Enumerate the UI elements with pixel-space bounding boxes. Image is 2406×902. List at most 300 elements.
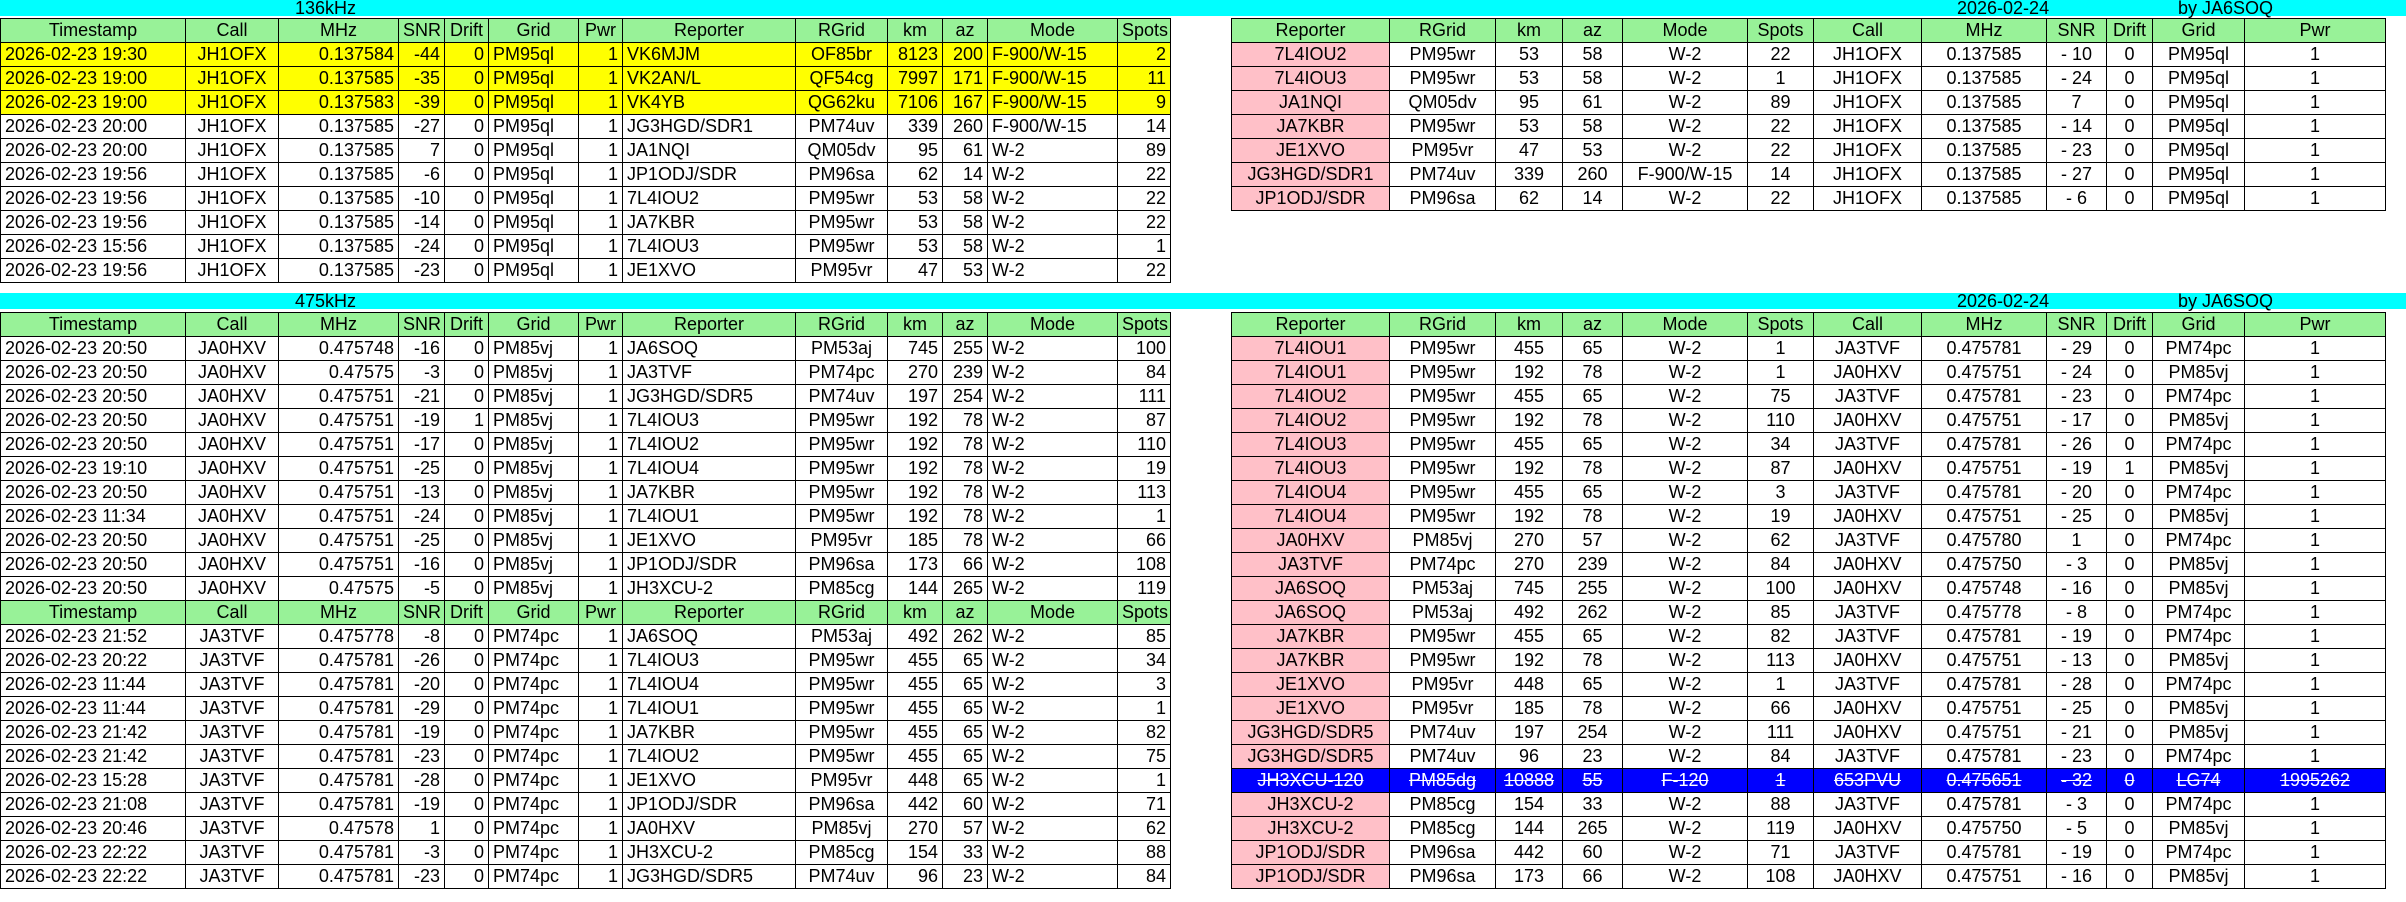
table-cell: 154 [1496, 793, 1563, 817]
table-cell: JA1NQI [1232, 91, 1390, 115]
table-cell: 0.137585 [1922, 139, 2047, 163]
band-136-date: 2026-02-24 [1957, 0, 2050, 18]
table-cell: 1 [399, 817, 445, 841]
table-cell: JE1XVO [623, 769, 796, 793]
table-cell: 7L4IOU4 [623, 457, 796, 481]
table-cell: 0 [2107, 43, 2153, 67]
table-row [1232, 649, 2386, 673]
table-cell: 455 [1496, 433, 1563, 457]
column-header-km: km [888, 601, 943, 625]
column-header-drift: Drift [445, 313, 489, 337]
table-cell: 71 [1748, 841, 1814, 865]
table-row [1232, 793, 2386, 817]
table-cell: 1 [579, 259, 623, 283]
table-cell: W-2 [988, 625, 1118, 649]
table-cell: JA6SOQ [1232, 601, 1390, 625]
table-cell: 0 [2107, 409, 2153, 433]
table-cell: 113 [1748, 649, 1814, 673]
table-cell: 1 [1748, 67, 1814, 91]
table-cell: 1 [579, 529, 623, 553]
table-cell: JE1XVO [623, 529, 796, 553]
table-cell: 2026-02-23 21:42 [1, 721, 186, 745]
table-cell: W-2 [988, 793, 1118, 817]
column-header-mhz: MHz [279, 19, 399, 43]
table-cell: 7L4IOU3 [623, 235, 796, 259]
column-header-call: Call [186, 601, 279, 625]
table-cell: PM85vj [2153, 697, 2245, 721]
table-cell: JA0HXV [186, 361, 279, 385]
table-cell: 2026-02-23 19:00 [1, 91, 186, 115]
table-cell: PM95wr [796, 187, 888, 211]
table-cell: 2026-02-23 22:22 [1, 841, 186, 865]
table-cell: 239 [943, 361, 988, 385]
table-cell: PM95ql [489, 91, 579, 115]
table-cell: 53 [1496, 115, 1563, 139]
table-cell: 34 [1118, 649, 1171, 673]
table-cell: 85 [1748, 601, 1814, 625]
table-cell: 2 [1118, 43, 1171, 67]
table-row [1232, 745, 2386, 769]
table-cell: 270 [1496, 553, 1563, 577]
table-cell: PM53aj [1390, 601, 1496, 625]
table-cell: 0.137585 [279, 259, 399, 283]
table-cell: W-2 [1623, 337, 1748, 361]
table-cell: OF85br [796, 43, 888, 67]
table-row [1232, 409, 2386, 433]
table-cell: 19 [1118, 457, 1171, 481]
table-cell: 1 [2047, 529, 2107, 553]
table-cell: 1 [2245, 625, 2386, 649]
table-cell: 0.475651 [1922, 769, 2047, 793]
table-cell: 84 [1118, 865, 1171, 889]
table-cell: PM85vj [2153, 361, 2245, 385]
table-cell: 75 [1748, 385, 1814, 409]
table-cell: 22 [1118, 259, 1171, 283]
table-cell: 9 [1118, 91, 1171, 115]
spots-475-by-call-table [0, 312, 1171, 889]
column-header-snr: SNR [399, 601, 445, 625]
table-cell: 1 [1118, 235, 1171, 259]
table-cell: 60 [1563, 841, 1623, 865]
table-cell: 442 [1496, 841, 1563, 865]
table-cell: 1 [579, 841, 623, 865]
table-row [1232, 139, 2386, 163]
table-cell: -35 [399, 67, 445, 91]
table-cell: 192 [888, 433, 943, 457]
table-cell: W-2 [1623, 91, 1748, 115]
table-cell: 2026-02-23 20:50 [1, 361, 186, 385]
table-cell: PM85vj [2153, 865, 2245, 889]
table-cell: 0 [2107, 505, 2153, 529]
table-cell: 0.475748 [279, 337, 399, 361]
table-cell: JH1OFX [186, 43, 279, 67]
table-cell: PM95wr [796, 481, 888, 505]
table-cell: - 3 [2047, 793, 2107, 817]
table-cell: 0.475781 [279, 697, 399, 721]
table-row [1, 769, 1171, 793]
table-cell: PM74pc [489, 721, 579, 745]
table-cell: PM95wr [796, 211, 888, 235]
table-cell: W-2 [988, 433, 1118, 457]
table-cell: JG3HGD/SDR5 [623, 385, 796, 409]
table-cell: - 19 [2047, 625, 2107, 649]
table-cell: PM95ql [489, 67, 579, 91]
table-cell: PM95vr [796, 529, 888, 553]
table-cell: 84 [1118, 361, 1171, 385]
table-cell: W-2 [1623, 865, 1748, 889]
table-cell: 53 [888, 211, 943, 235]
table-cell: 192 [888, 457, 943, 481]
table-cell: JH1OFX [1814, 67, 1922, 91]
table-cell: PM74pc [489, 673, 579, 697]
table-cell: - 16 [2047, 865, 2107, 889]
table-cell: JA0HXV [623, 817, 796, 841]
table-cell: 88 [1748, 793, 1814, 817]
table-cell: -17 [399, 433, 445, 457]
table-row [1, 337, 1171, 361]
table-cell: PM74pc [489, 841, 579, 865]
table-cell: JA7KBR [623, 211, 796, 235]
table-cell: PM85vj [489, 553, 579, 577]
table-cell: W-2 [1623, 361, 1748, 385]
table-cell: 2026-02-23 20:46 [1, 817, 186, 841]
table-cell: PM95ql [489, 235, 579, 259]
table-cell: JH3XCU-120 [1232, 769, 1390, 793]
table-row [1232, 697, 2386, 721]
band-475-freq: 475kHz [295, 291, 357, 311]
table-cell: 0 [445, 163, 489, 187]
table-cell: JH1OFX [186, 163, 279, 187]
table-cell: 7L4IOU3 [1232, 457, 1390, 481]
column-header-rgrid: RGrid [1390, 19, 1496, 43]
table-cell: 1 [579, 457, 623, 481]
table-cell: 65 [1563, 481, 1623, 505]
table-cell: PM74uv [1390, 721, 1496, 745]
table-cell: 254 [1563, 721, 1623, 745]
table-cell: F-900/W-15 [988, 91, 1118, 115]
column-header-row [1, 313, 1171, 337]
table-cell: W-2 [1623, 457, 1748, 481]
table-row [1, 505, 1171, 529]
table-cell: 2026-02-23 19:56 [1, 211, 186, 235]
table-cell: 270 [888, 817, 943, 841]
table-row [1232, 841, 2386, 865]
table-cell: - 23 [2047, 139, 2107, 163]
table-cell: 0 [2107, 481, 2153, 505]
table-cell: PM74pc [2153, 793, 2245, 817]
column-header-az: az [943, 19, 988, 43]
table-cell: 1 [579, 433, 623, 457]
table-cell: PM74pc [2153, 337, 2245, 361]
table-cell: JH3XCU-2 [1232, 817, 1390, 841]
table-cell: 1 [2245, 187, 2386, 211]
table-row [1232, 721, 2386, 745]
table-cell: 0.475781 [1922, 625, 2047, 649]
table-cell: JA0HXV [1814, 553, 1922, 577]
table-cell: PM53aj [1390, 577, 1496, 601]
table-cell: PM85vj [2153, 817, 2245, 841]
table-cell: JG3HGD/SDR5 [623, 865, 796, 889]
table-cell: 14 [1748, 163, 1814, 187]
table-cell: 85 [1118, 625, 1171, 649]
table-cell: - 6 [2047, 187, 2107, 211]
table-cell: - 17 [2047, 409, 2107, 433]
table-cell: PM74pc [2153, 625, 2245, 649]
table-cell: 0.475781 [1922, 793, 2047, 817]
column-header-mode: Mode [988, 19, 1118, 43]
table-cell: 0.475781 [279, 745, 399, 769]
table-cell: F-120 [1623, 769, 1748, 793]
table-cell: JH1OFX [1814, 139, 1922, 163]
column-header-spots: Spots [1118, 313, 1171, 337]
table-cell: 89 [1118, 139, 1171, 163]
table-cell: 455 [888, 697, 943, 721]
table-cell: 0 [445, 235, 489, 259]
table-cell: 34 [1748, 433, 1814, 457]
table-cell: - 25 [2047, 697, 2107, 721]
table-cell: 2026-02-23 19:00 [1, 67, 186, 91]
table-cell: 0 [2107, 817, 2153, 841]
table-cell: 2026-02-23 15:28 [1, 769, 186, 793]
table-cell: 1 [579, 673, 623, 697]
table-cell: 58 [1563, 43, 1623, 67]
table-cell: JA0HXV [186, 481, 279, 505]
table-cell: 53 [1496, 43, 1563, 67]
table-cell: 7L4IOU1 [623, 505, 796, 529]
table-cell: 0.47575 [279, 577, 399, 601]
table-cell: PM74pc [2153, 841, 2245, 865]
table-cell: JH1OFX [1814, 43, 1922, 67]
table-cell: 22 [1748, 115, 1814, 139]
table-cell: 0.137585 [1922, 43, 2047, 67]
table-cell: 1 [2245, 817, 2386, 841]
table-cell: PM95ql [489, 187, 579, 211]
table-cell: 2026-02-23 20:50 [1, 385, 186, 409]
table-cell: W-2 [1623, 409, 1748, 433]
table-cell: 0.475751 [1922, 409, 2047, 433]
table-cell: -29 [399, 697, 445, 721]
table-cell: 2026-02-23 20:50 [1, 337, 186, 361]
table-cell: 0 [445, 43, 489, 67]
table-cell: 53 [888, 235, 943, 259]
table-cell: 57 [943, 817, 988, 841]
table-cell: 0.475781 [1922, 841, 2047, 865]
table-cell: JA1NQI [623, 139, 796, 163]
table-cell: JA0HXV [1814, 457, 1922, 481]
table-cell: 745 [888, 337, 943, 361]
table-cell: JH1OFX [186, 211, 279, 235]
table-row [1, 43, 1171, 67]
table-cell: 1 [2245, 865, 2386, 889]
table-cell: -28 [399, 769, 445, 793]
table-cell: 1 [2245, 115, 2386, 139]
table-cell: 0 [2107, 139, 2153, 163]
table-row [1, 115, 1171, 139]
table-cell: W-2 [1623, 625, 1748, 649]
table-cell: PM95wr [1390, 481, 1496, 505]
table-cell: PM95wr [796, 457, 888, 481]
table-cell: 0 [2107, 67, 2153, 91]
table-cell: 0 [445, 841, 489, 865]
column-header-snr: SNR [2047, 19, 2107, 43]
table-cell: PM74pc [489, 865, 579, 889]
table-cell: JA0HXV [186, 409, 279, 433]
table-cell: 0.475751 [1922, 457, 2047, 481]
table-cell: 19 [1748, 505, 1814, 529]
table-cell: 239 [1563, 553, 1623, 577]
column-header-az: az [1563, 313, 1623, 337]
table-cell: PM74pc [489, 769, 579, 793]
table-cell: W-2 [988, 481, 1118, 505]
column-header-rgrid: RGrid [796, 601, 888, 625]
table-cell: 1 [2245, 163, 2386, 187]
table-cell: 75 [1118, 745, 1171, 769]
table-cell: 1 [2245, 385, 2386, 409]
table-cell: JG3HGD/SDR1 [1232, 163, 1390, 187]
table-cell: 0 [445, 385, 489, 409]
table-cell: W-2 [988, 553, 1118, 577]
table-cell: 455 [888, 649, 943, 673]
table-cell: 62 [1496, 187, 1563, 211]
table-cell: 14 [1563, 187, 1623, 211]
table-cell: JA3TVF [186, 697, 279, 721]
column-header-mhz: MHz [1922, 19, 2047, 43]
table-cell: PM74pc [489, 817, 579, 841]
table-cell: 0.475750 [1922, 817, 2047, 841]
table-cell: PM85vj [2153, 457, 2245, 481]
column-header-az: az [1563, 19, 1623, 43]
table-cell: - 29 [2047, 337, 2107, 361]
table-cell: 0.475751 [279, 409, 399, 433]
table-cell: JH1OFX [1814, 187, 1922, 211]
table-cell: 0 [445, 187, 489, 211]
table-cell: 23 [1563, 745, 1623, 769]
table-cell: 448 [888, 769, 943, 793]
table-cell: 1 [579, 385, 623, 409]
table-cell: - 26 [2047, 433, 2107, 457]
table-row [1, 163, 1171, 187]
table-cell: JA0HXV [186, 505, 279, 529]
table-cell: W-2 [1623, 697, 1748, 721]
table-cell: 0.475781 [1922, 385, 2047, 409]
table-cell: F-900/W-15 [1623, 163, 1748, 187]
table-cell: 1 [2245, 721, 2386, 745]
table-cell: 7L4IOU2 [1232, 385, 1390, 409]
column-header-km: km [888, 19, 943, 43]
table-cell: PM95vr [796, 769, 888, 793]
table-cell: JA3TVF [186, 841, 279, 865]
table-cell: JG3HGD/SDR5 [1232, 745, 1390, 769]
table-cell: -39 [399, 91, 445, 115]
table-cell: -6 [399, 163, 445, 187]
table-cell: 0 [2107, 577, 2153, 601]
table-cell: 111 [1118, 385, 1171, 409]
table-cell: PM95ql [489, 115, 579, 139]
column-header-call: Call [186, 19, 279, 43]
table-cell: 2026-02-23 19:56 [1, 187, 186, 211]
table-cell: 0 [445, 745, 489, 769]
table-cell: 1 [579, 139, 623, 163]
table-cell: 33 [943, 841, 988, 865]
table-cell: PM53aj [796, 337, 888, 361]
table-cell: 0.475778 [279, 625, 399, 649]
table-cell: 96 [1496, 745, 1563, 769]
column-header-az: az [943, 601, 988, 625]
table-cell: QM05dv [1390, 91, 1496, 115]
table-cell: 0.137583 [279, 91, 399, 115]
table-cell: PM95wr [1390, 337, 1496, 361]
table-cell: 2026-02-23 20:50 [1, 529, 186, 553]
table-cell: 197 [888, 385, 943, 409]
table-cell: 0 [445, 673, 489, 697]
table-cell: JA6SOQ [623, 625, 796, 649]
table-cell: - 8 [2047, 601, 2107, 625]
table-cell: JA3TVF [186, 793, 279, 817]
table-cell: - 21 [2047, 721, 2107, 745]
column-header-mode: Mode [1623, 313, 1748, 337]
table-row [1, 529, 1171, 553]
table-row [1232, 577, 2386, 601]
table-cell: 0 [445, 139, 489, 163]
table-cell: PM95wr [1390, 67, 1496, 91]
table-cell: 0.137584 [279, 43, 399, 67]
table-cell: 339 [888, 115, 943, 139]
table-cell: 95 [888, 139, 943, 163]
table-cell: 0.475781 [1922, 481, 2047, 505]
table-row [1, 433, 1171, 457]
table-cell: 1 [445, 409, 489, 433]
table-cell: 745 [1496, 577, 1563, 601]
table-cell: 192 [1496, 505, 1563, 529]
table-cell: 1 [2245, 553, 2386, 577]
table-cell: W-2 [988, 163, 1118, 187]
table-cell: 0.475751 [1922, 361, 2047, 385]
table-cell: PM85vj [489, 481, 579, 505]
column-header-reporter: Reporter [623, 19, 796, 43]
table-cell: JA0HXV [186, 553, 279, 577]
table-cell: W-2 [988, 211, 1118, 235]
table-cell: 0.475781 [279, 841, 399, 865]
spots-475-by-reporter-table [1231, 312, 2386, 889]
table-cell: -3 [399, 841, 445, 865]
table-row [1, 139, 1171, 163]
table-cell: PM95wr [1390, 505, 1496, 529]
table-cell: 78 [943, 481, 988, 505]
table-row [1232, 601, 2386, 625]
table-cell: 1 [579, 721, 623, 745]
table-cell: JA3TVF [1814, 481, 1922, 505]
table-cell: 1 [2245, 793, 2386, 817]
table-cell: 1 [579, 625, 623, 649]
table-cell: 0.137585 [279, 187, 399, 211]
table-cell: 0.475781 [1922, 673, 2047, 697]
table-cell: 22 [1118, 187, 1171, 211]
table-cell: - 24 [2047, 361, 2107, 385]
table-cell: -10 [399, 187, 445, 211]
column-header-call: Call [1814, 19, 1922, 43]
table-cell: 1 [579, 91, 623, 115]
table-cell: JA3TVF [1814, 385, 1922, 409]
table-cell: 65 [943, 745, 988, 769]
table-cell: 1 [2245, 505, 2386, 529]
table-cell: VK4YB [623, 91, 796, 115]
table-cell: 265 [943, 577, 988, 601]
table-cell: 1 [2245, 91, 2386, 115]
table-cell: W-2 [988, 409, 1118, 433]
table-row [1232, 673, 2386, 697]
table-cell: 7 [399, 139, 445, 163]
table-cell: 0 [2107, 601, 2153, 625]
